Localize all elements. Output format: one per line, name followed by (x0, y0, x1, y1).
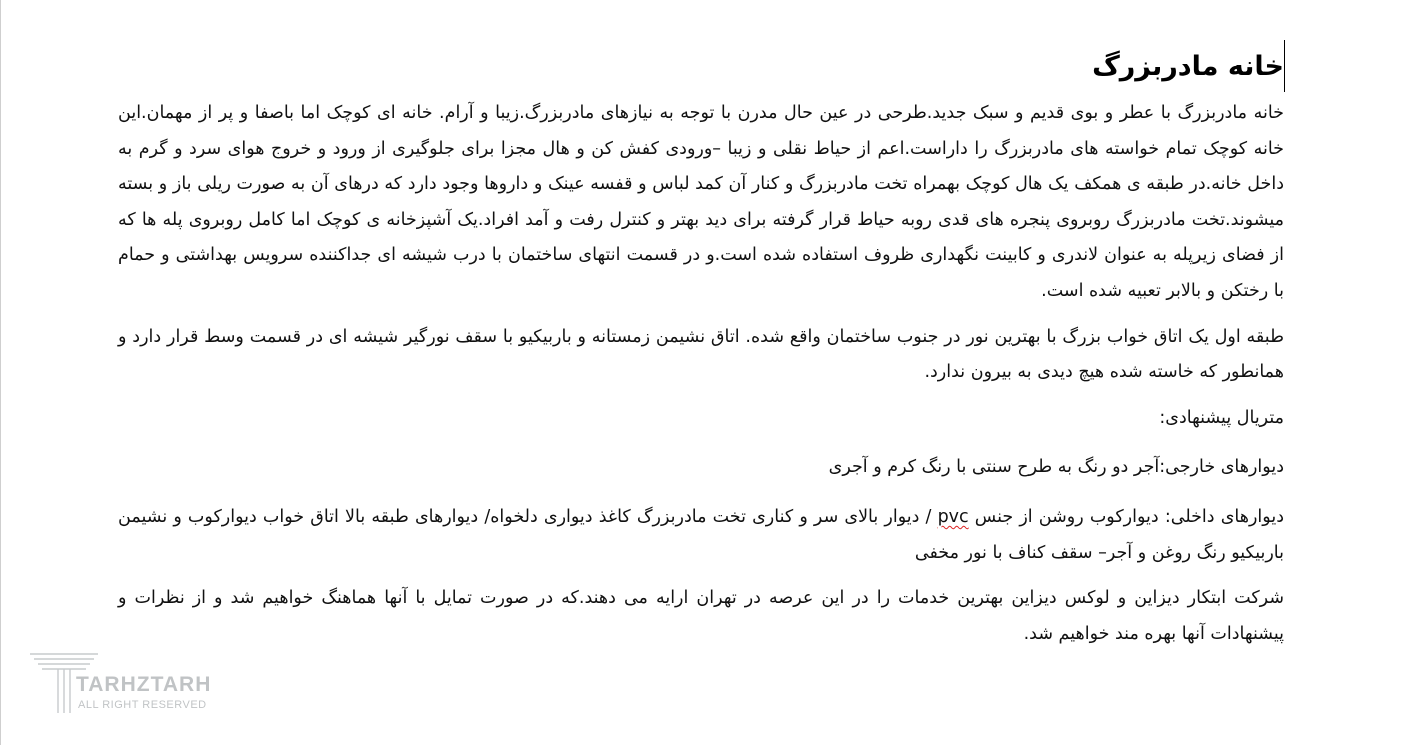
text-cursor (1284, 40, 1285, 92)
paragraph-exterior-walls[interactable]: دیوارهای خارجی:آجر دو رنگ به طرح سنتی با رنگ کرم و آجری (828, 457, 1284, 478)
paragraph-closing[interactable]: شرکت ابتکار دیزاین و لوکس دیزاین بهترین خدمات را در این عرصه در تهران ارایه می دهند.که در صورت تمایل با آنها هماهنگ خواهیم شد و از نظرات و پیشنهادات آنها بهره مند خواهیم شد. (118, 588, 1284, 644)
paragraph-intro[interactable]: خانه مادربزرگ با عطر و بوی قدیم و سبک جدید.طرحی در عین حال مدرن با توجه به نیازهای مادربزرگ.زیبا و آرام. خانه ای کوچک اما باصفا و پر از مهمان.این خانه کوچک تمام خواسته های مادربزرگ را داراست.اعم از حیاط نقلی و زیبا –ورودی کفش کن و هال مجزا برای جلوگیری از ورود و خروج هوای سرد و گرم به داخل خانه.در طبقه ی همکف یک هال کوچک بهمراه تخت مادربزرگ و کنار آن کمد لباس و قفسه عینک و داروها وجود دارد که درهای آن به صورت ریلی باز و بسته میشوند.تخت مادربزرگ روبروی پنجره های قدی روبه حیاط قرار گرفته برای دید بهتر و کنترل رفت و آمد افراد.یک آشپزخانه ی کوچک اما کامل روبروی پله ها که از فضای زیرپله به عنوان لاندری و کابینت نگهداری ظروف استفاده شده است.و در قسمت انتهای ساختمان با درب شیشه ای جداکننده سرویس بهداشتی و حمام با رختکن و بالابر تعبیه شده است. (118, 103, 1284, 301)
document-page[interactable] (118, 40, 1284, 662)
title-block (118, 40, 1284, 96)
paragraph-first-floor[interactable]: طبقه اول یک اتاق خواب بزرگ با بهترین نور در جنوب ساختمان واقع شده. اتاق نشیمن زمستانه و باربیکیو با سقف نورگیر شیشه ای در قسمت وسط قرار دارد و همانطور که خاسته شده هیچ دیدی به بیرون ندارد. (118, 326, 1284, 383)
spellcheck-flagged-word[interactable]: pvc (937, 506, 969, 527)
document-title[interactable]: خانه مادربزرگ (1092, 51, 1284, 82)
paragraph-materials-heading[interactable]: متریال پیشنهادی: (1159, 407, 1284, 428)
watermark-tagline: ALL RIGHT RESERVED (78, 699, 207, 711)
interior-text-end: / دیوار بالای سر و کناری تخت مادربزرگ کاغذ دیواری دلخواه/ دیوارهای طبقه بالا اتاق خواب دیوارکوب و نشیمن باربیکیو رنگ روغن و آجر– سقف کناف با نور مخفی (118, 506, 1284, 563)
page-left-edge (0, 0, 1, 745)
interior-text-start: دیوارهای داخلی: دیوارکوب روشن از جنس (968, 506, 1284, 527)
watermark-name: TARHZTARH (76, 673, 212, 696)
paragraph-interior-walls[interactable] (118, 500, 1284, 571)
watermark-logo (28, 651, 228, 719)
